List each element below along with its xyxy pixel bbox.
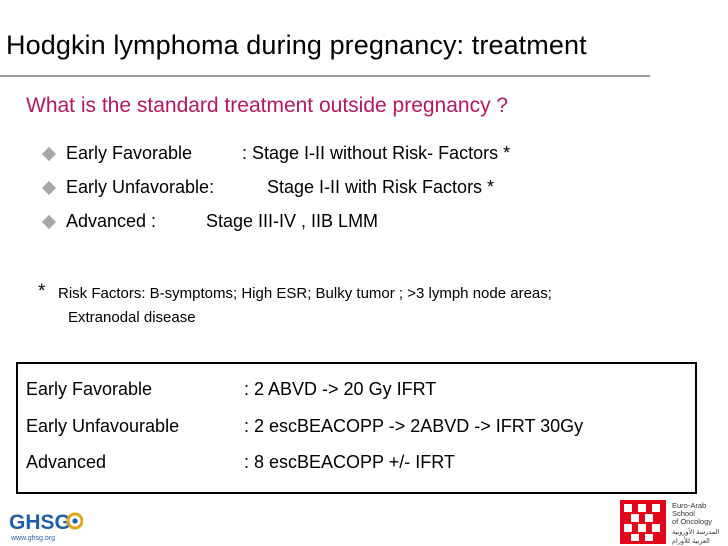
svg-text:of Oncology: of Oncology xyxy=(672,517,713,526)
diamond-bullet-icon xyxy=(42,215,56,229)
bullet-label: Advanced : xyxy=(66,211,157,231)
diamond-bullet-icon xyxy=(42,147,56,161)
bullet-value: Stage I-II with Risk Factors * xyxy=(267,177,495,197)
bullet-value: Stage III-IV , IIB LMM xyxy=(206,211,379,231)
risk-asterisk: * xyxy=(38,281,46,302)
regimen-therapy: : 2 escBEACOPP -> 2ABVD -> IFRT 30Gy xyxy=(244,416,584,436)
risk-factors-line-1: Risk Factors: B-symptoms; High ESR; Bulky tumor ; >3 lymph node areas; xyxy=(58,285,552,302)
regimen-stage: Advanced xyxy=(26,452,107,472)
svg-text:العربية للأورام: العربية للأورام xyxy=(672,537,710,545)
ghsg-logo xyxy=(7,504,83,542)
ghsg-url: www.ghsg.org xyxy=(11,535,55,542)
bullet-value: : Stage I-II without Risk- Factors * xyxy=(242,143,511,163)
ghsg-logo-text: GHSG xyxy=(9,511,71,534)
slide-title: Hodgkin lymphoma during pregnancy: treatment xyxy=(6,30,587,60)
risk-factors-line-2: Extranodal disease xyxy=(68,309,196,326)
regimen-stage: Early Unfavourable xyxy=(26,416,180,436)
svg-text:Euro-Arab: Euro-Arab xyxy=(672,501,707,510)
svg-text:School: School xyxy=(672,509,695,518)
bullet-label: Early Favorable xyxy=(66,143,193,163)
regimen-stage: Early Favorable xyxy=(26,379,153,399)
question-heading: What is the standard treatment outside pregnancy ? xyxy=(26,94,509,117)
title-divider xyxy=(0,75,650,77)
svg-text:المدرسة الأوروبية: المدرسة الأوروبية xyxy=(672,528,720,536)
euro-arab-school-logo xyxy=(618,498,728,546)
regimen-therapy: : 8 escBEACOPP +/- IFRT xyxy=(244,452,455,472)
regimen-therapy: : 2 ABVD -> 20 Gy IFRT xyxy=(244,379,437,399)
bullet-label: Early Unfavorable: xyxy=(66,177,215,197)
diamond-bullet-icon xyxy=(42,181,56,195)
